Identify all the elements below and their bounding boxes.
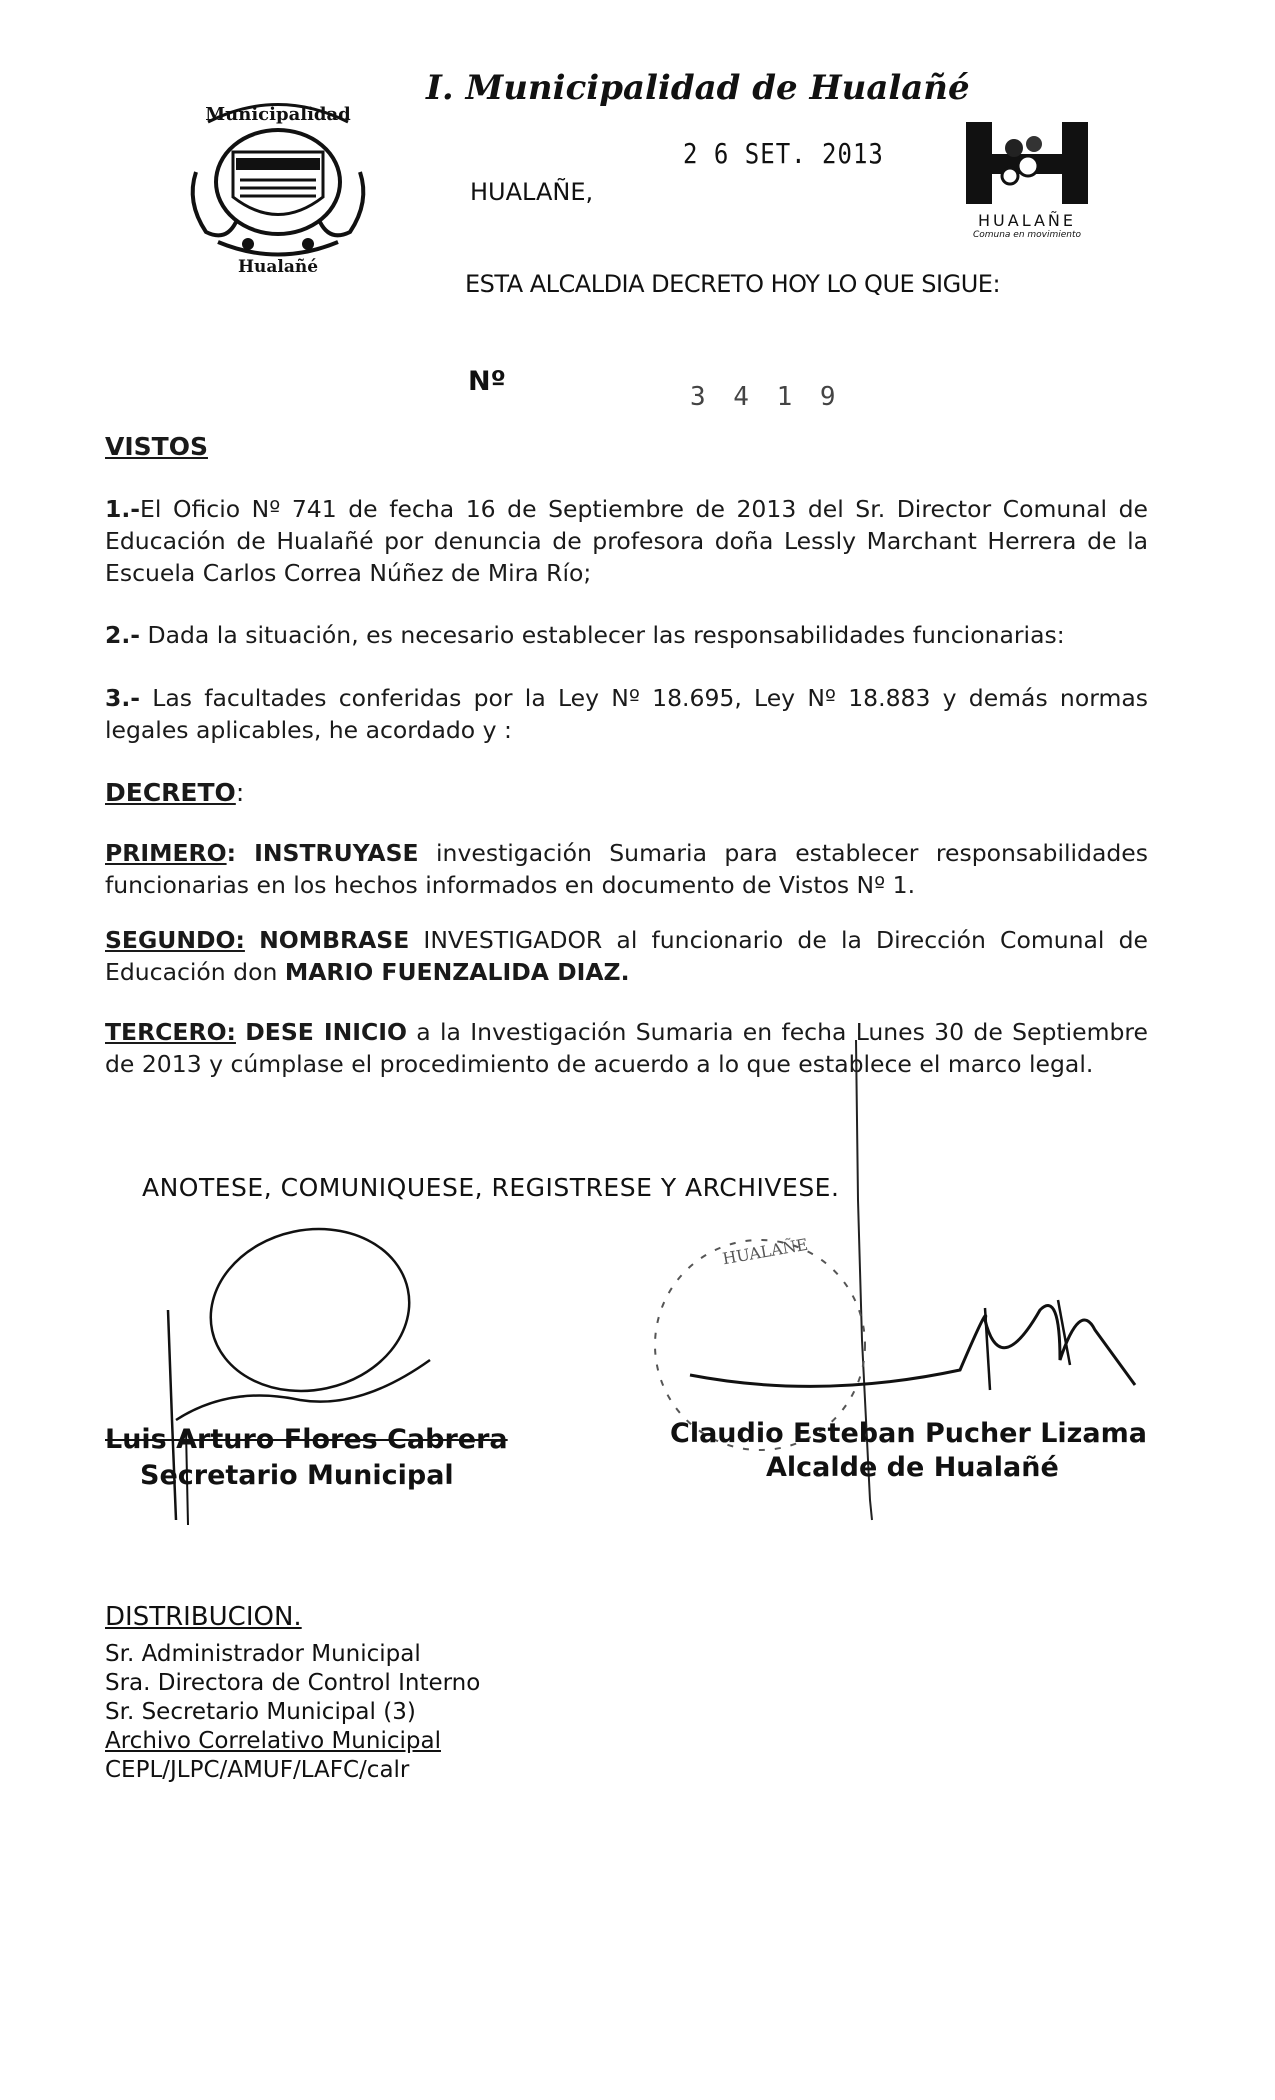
vistos-item-3-text: Las facultades conferidas por la Ley Nº 18.695, Ley Nº 18.883 y demás normas legales aplicables, he acordado y : — [105, 684, 1148, 744]
vistos-item-1-number: 1.- — [105, 495, 141, 523]
distribution-item: Sra. Directora de Control Interno — [105, 1670, 481, 1696]
primero-text: investigación Sumaria para establecer responsabilidades funcionarias en los hechos informados en documento de Vistos Nº 1. — [105, 839, 1148, 899]
signer-right-name: Claudio Esteban Pucher Lizama — [670, 1418, 1147, 1449]
segundo-text: INVESTIGADOR al funcionario de la Dirección Comunal de Educación don — [105, 926, 1148, 986]
segundo-label: SEGUNDO: — [105, 926, 245, 954]
decreto-primero: PRIMERO: INSTRUYASE investigación Sumaria para establecer responsabilidades funcionarias en los hechos informados en documento de Vistos Nº 1. — [105, 839, 1148, 899]
distribution-item: CEPL/JLPC/AMUF/LAFC/calr — [105, 1757, 410, 1783]
vistos-item-2-number: 2.- — [105, 621, 141, 649]
distribution-list — [105, 1640, 480, 1785]
tercero-key: DESE INICIO — [245, 1018, 407, 1046]
signer-left-name: Luis Arturo Flores Cabrera — [105, 1424, 508, 1455]
vistos-item-2-text: Dada la situación, es necesario establecer las responsabilidades funcionarias: — [140, 621, 1065, 649]
tercero-label: TERCERO: — [105, 1018, 236, 1046]
institution-title: I. Municipalidad de Hualañé — [426, 68, 970, 108]
date-stamp: 2 6 SET. 2013 — [683, 137, 884, 171]
seal-text: HUALAÑE — [721, 1234, 810, 1269]
tercero-text: a la Investigación Sumaria en fecha Lunes 30 de Septiembre de 2013 y cúmplase el procedimiento de acuerdo a lo que establece el marco legal. — [105, 1018, 1148, 1078]
logo-slogan: Comuna en movimiento — [972, 230, 1082, 240]
decree-intro: ESTA ALCALDIA DECRETO HOY LO QUE SIGUE: — [465, 270, 1001, 298]
segundo-name: MARIO FUENZALIDA DIAZ. — [284, 958, 630, 986]
decree-number-label: Nº — [468, 366, 506, 397]
logo-name: HUALAÑE — [978, 211, 1076, 230]
closing-formula: ANOTESE, COMUNIQUESE, REGISTRESE Y ARCHIVESE. — [142, 1173, 840, 1202]
signer-right-role: Alcalde de Hualañé — [766, 1452, 1059, 1483]
svg-text:Hualañé: Hualañé — [237, 257, 319, 277]
primero-label: PRIMERO — [105, 839, 227, 867]
decreto-heading-label: DECRETO — [105, 778, 236, 807]
decree-number-value: 3 4 1 9 — [690, 382, 842, 412]
vistos-item-1-text: El Oficio Nº 741 de fecha 16 de Septiembre de 2013 del Sr. Director Comunal de Educación de Hualañé por denuncia de profesora doña Lessly Marchant Herrera de la Escuela Carlos Correa Núñez de Mira Río; — [105, 495, 1148, 587]
decreto-heading-colon: : — [235, 778, 245, 807]
segundo-key: NOMBRASE — [259, 926, 410, 954]
distribution-heading: DISTRIBUCION. — [105, 1602, 302, 1632]
distribution-item: Archivo Correlativo Municipal — [105, 1728, 441, 1754]
vistos-item-3-number: 3.- — [105, 684, 141, 712]
signer-left-role: Secretario Municipal — [140, 1460, 454, 1491]
distribution-item: Sr. Administrador Municipal — [105, 1641, 421, 1667]
city-label: HUALAÑE, — [470, 178, 594, 206]
primero-key: INSTRUYASE — [254, 839, 419, 867]
svg-text:Municipalidad: Municipalidad — [205, 104, 351, 125]
vistos-heading: VISTOS — [105, 432, 208, 461]
distribution-item: Sr. Secretario Municipal (3) — [105, 1699, 416, 1725]
